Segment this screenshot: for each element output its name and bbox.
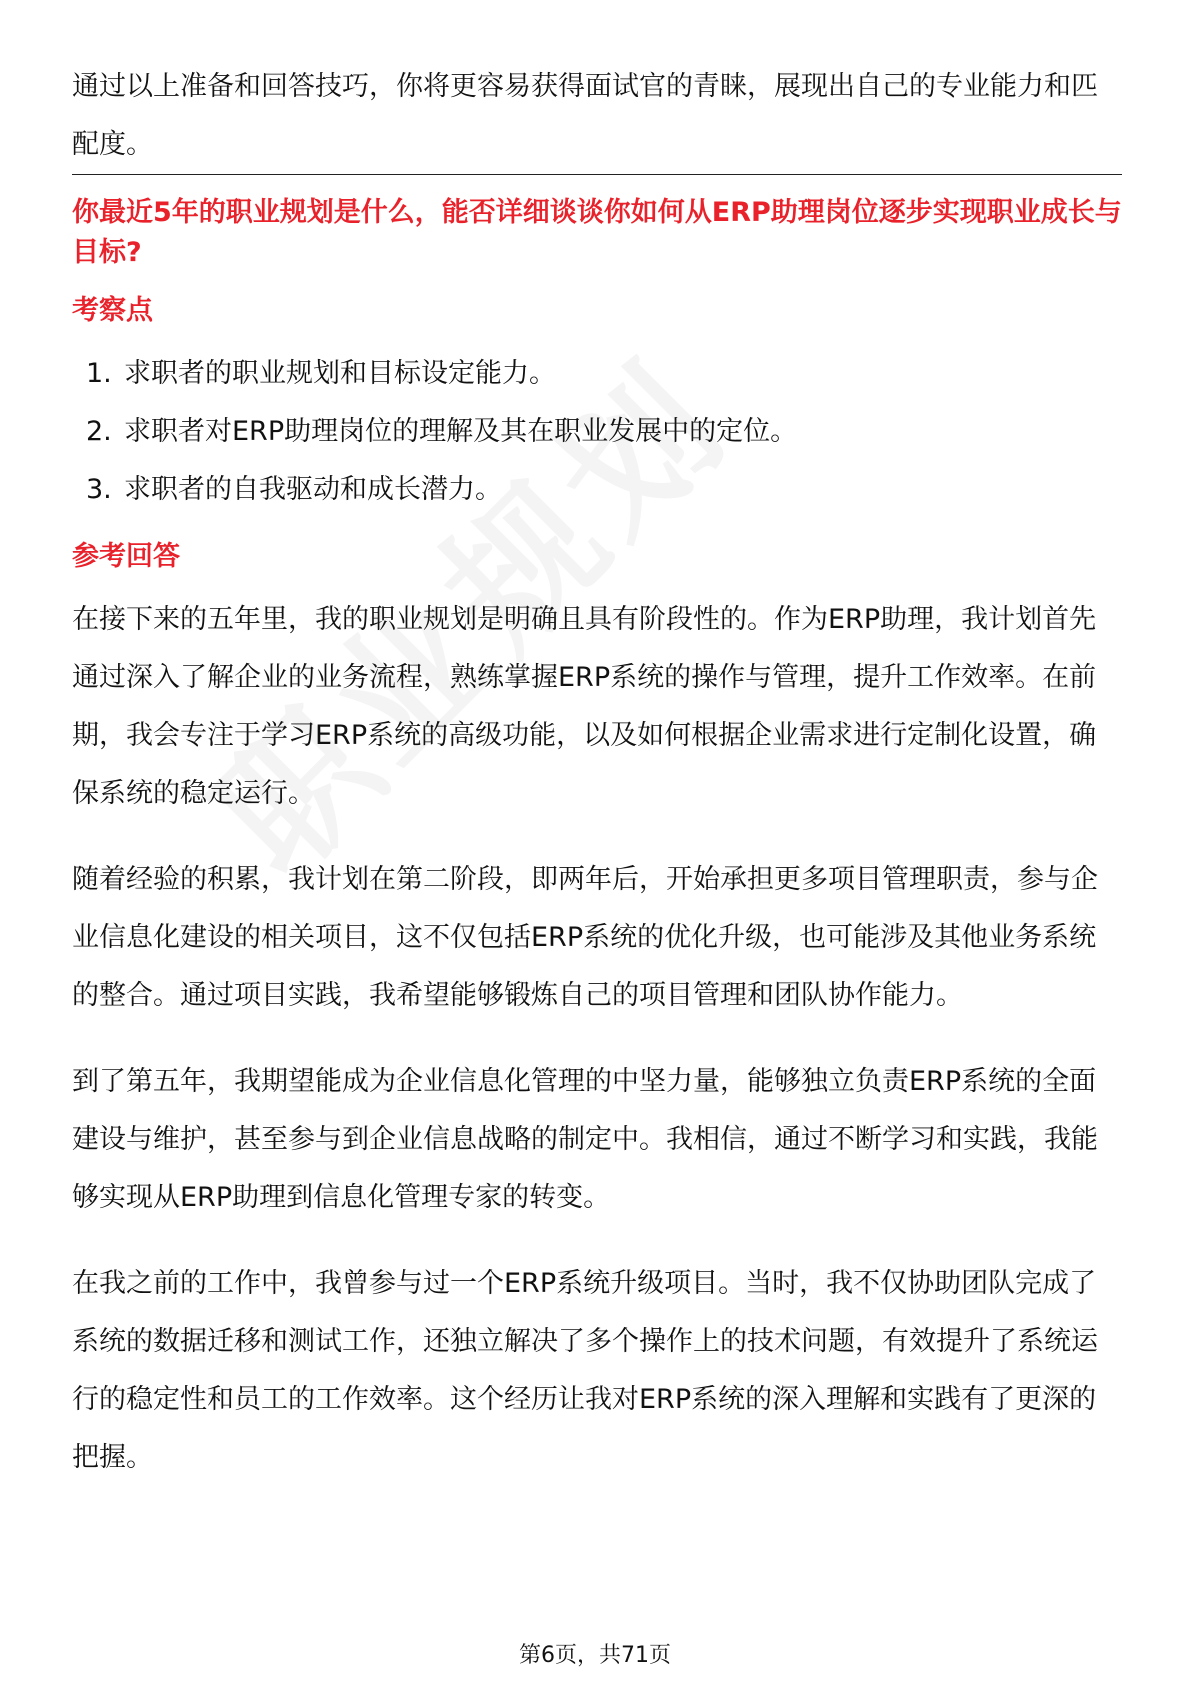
- answer-paragraph: 在我之前的工作中，我曾参与过一个ERP系统升级项目。当时，我不仅协助团队完成了系统的数据迁移和测试工作，还独立解决了多个操作上的技术问题，有效提升了系统运行的稳定性和员工的工作效率。这个经历让我对ERP系统的深入理解和实践有了更深的把握。: [72, 1268, 1098, 1473]
- page-number: 第6页，共71页: [519, 1643, 671, 1668]
- assessment-list: [72, 345, 1122, 519]
- list-item-number: 1.: [86, 358, 112, 389]
- assessment-heading: 考察点: [72, 295, 153, 326]
- list-item: [72, 403, 1122, 461]
- question-heading: 你最近5年的职业规划是什么，能否详细谈谈你如何从ERP助理岗位逐步实现职业成长与目标?: [72, 197, 1122, 268]
- list-item-text: 求职者对ERP助理岗位的理解及其在职业发展中的定位。: [124, 416, 798, 447]
- list-item-text: 求职者的自我驱动和成长潜力。: [124, 474, 502, 505]
- section-divider: [72, 174, 1122, 175]
- list-item: [72, 345, 1122, 403]
- list-item-number: 3.: [86, 474, 112, 505]
- list-item: [72, 461, 1122, 519]
- answer-paragraph: 随着经验的积累，我计划在第二阶段，即两年后，开始承担更多项目管理职责，参与企业信息化建设的相关项目，这不仅包括ERP系统的优化升级，也可能涉及其他业务系统的整合。通过项目实践，我希望能够锻炼自己的项目管理和团队协作能力。: [72, 864, 1098, 1011]
- document-page: [72, 58, 1122, 1515]
- answer-paragraph: 到了第五年，我期望能成为企业信息化管理的中坚力量，能够独立负责ERP系统的全面建设与维护，甚至参与到企业信息战略的制定中。我相信，通过不断学习和实践，我能够实现从ERP助理到信息化管理专家的转变。: [72, 1066, 1098, 1213]
- answer-body: [72, 591, 1122, 1487]
- intro-paragraph: 通过以上准备和回答技巧，你将更容易获得面试官的青睐，展现出自己的专业能力和匹配度。: [72, 71, 1098, 160]
- answer-heading: 参考回答: [72, 541, 180, 572]
- list-item-number: 2.: [86, 416, 112, 447]
- list-item-text: 求职者的职业规划和目标设定能力。: [124, 358, 556, 389]
- answer-paragraph: 在接下来的五年里，我的职业规划是明确且具有阶段性的。作为ERP助理，我计划首先通过深入了解企业的业务流程，熟练掌握ERP系统的操作与管理，提升工作效率。在前期，我会专注于学习ERP系统的高级功能，以及如何根据企业需求进行定制化设置，确保系统的稳定运行。: [72, 604, 1097, 809]
